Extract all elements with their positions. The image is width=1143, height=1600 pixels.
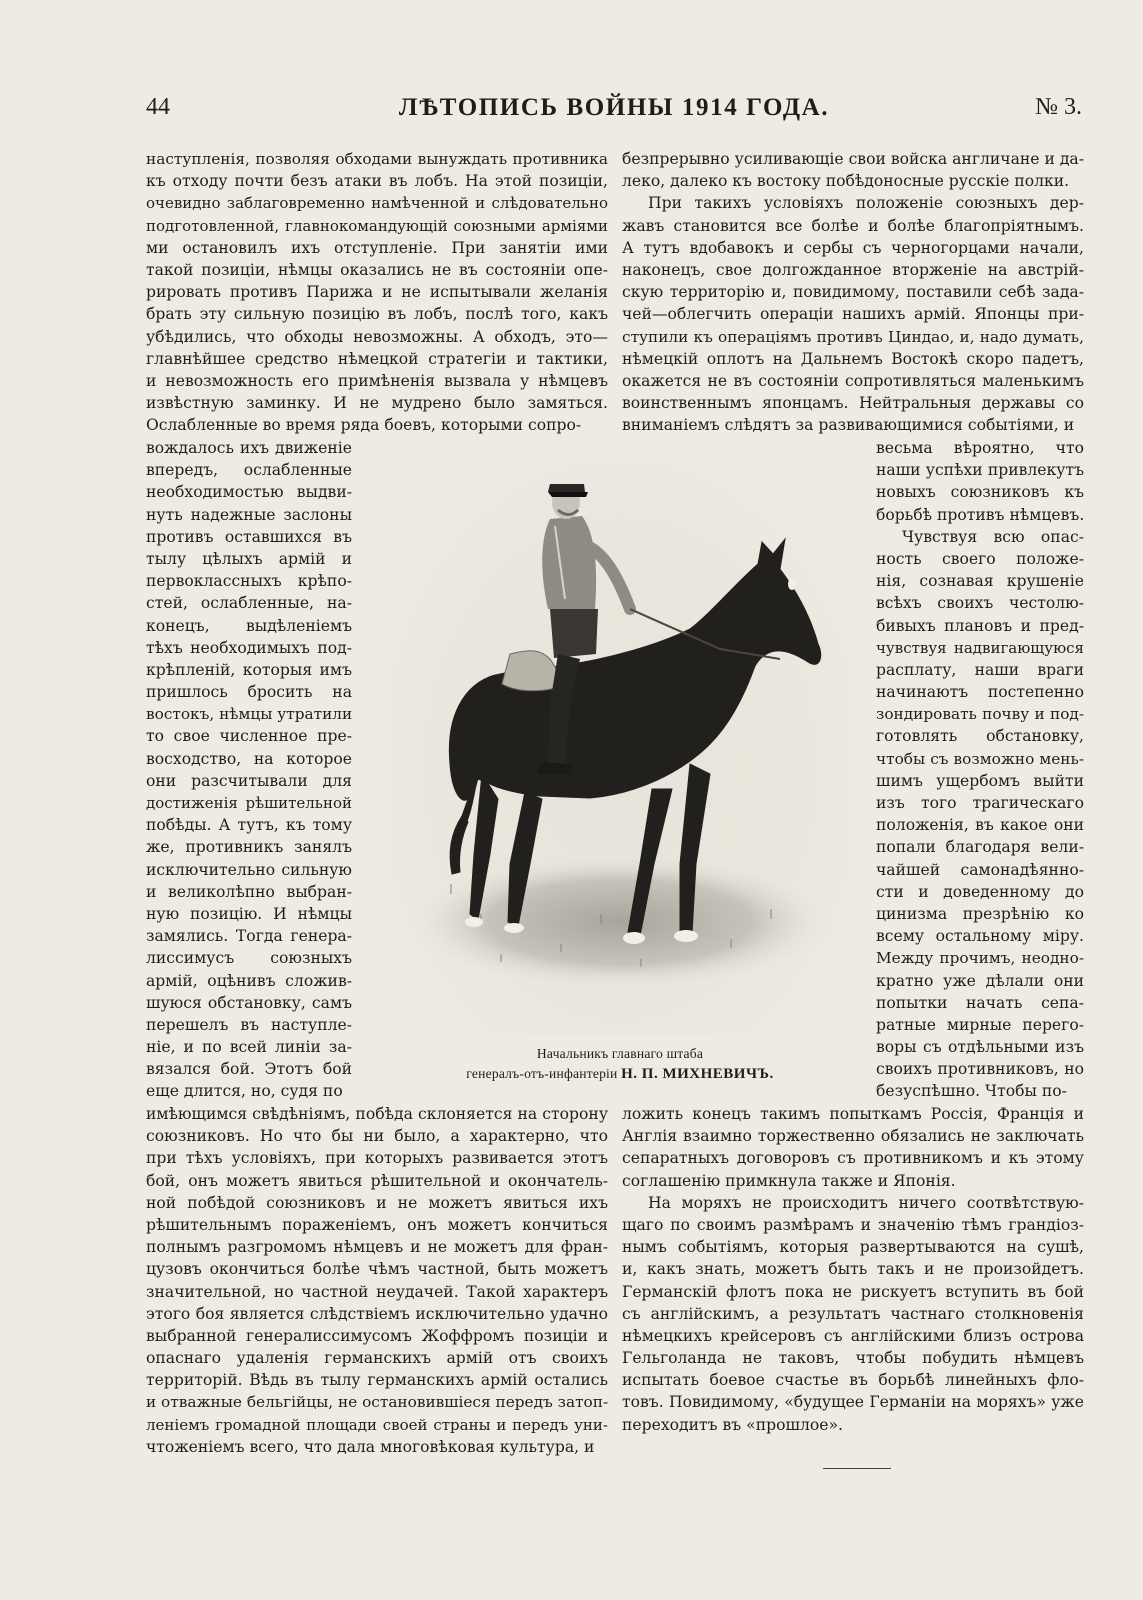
text-line: и невозможность его примѣненія вызвала у нѣмцевъ	[146, 371, 608, 390]
text-line: ми остановилъ ихъ отступленіе. При занятіи ими	[146, 238, 608, 257]
text-line: безпрерывно усиливающіе свои войска англичане и да-	[622, 150, 1084, 168]
text-line: и отважные бельгійцы, не остановившіеся передъ затоп-	[146, 1393, 608, 1412]
text-line: Чувствуя всю опас-	[902, 527, 1084, 546]
text-line: при тѣхъ условіяхъ, при которыхъ развивается этотъ	[146, 1149, 608, 1168]
caption-line-2	[390, 1064, 850, 1084]
photo-caption	[390, 1044, 850, 1084]
text-line: и, какъ знать, можетъ быть такъ и не произойдетъ.	[622, 1260, 1084, 1279]
text-line: наступленія, позволяя обходами вынуждать противника	[146, 150, 608, 168]
text-line: ратные мирные перего-	[876, 1015, 1084, 1034]
text-line: начинаютъ постепенно	[876, 683, 1084, 702]
right-column-beside-photo	[876, 437, 1084, 1103]
text-line: пришлось бросить на	[146, 683, 352, 702]
text-line: соглашенію примкнула также и Японія.	[622, 1171, 956, 1190]
text-line: брать эту сильную позицію въ лобъ, послѣ того, какъ	[146, 305, 608, 324]
text-line: борьбѣ противъ нѣмцевъ.	[876, 505, 1084, 524]
text-line: шуюся обстановку, самъ	[146, 993, 352, 1012]
right-column-top	[622, 148, 1084, 436]
text-line: очевидно заблаговременно намѣченной и слѣдовательно	[146, 194, 608, 213]
text-line: расплату, наши враги	[876, 660, 1084, 679]
text-line: выбранной генералиссимусомъ Жоффромъ позиціи и	[146, 1326, 608, 1345]
text-line: нѣмецкихъ крейсеровъ съ англійскими близъ острова	[622, 1326, 1084, 1345]
text-line: Англія взаимно торжественно обязались не заключать	[622, 1127, 1084, 1146]
caption-line-1: Начальникъ главнаго штаба	[536, 1046, 704, 1061]
text-line: нѣмецкій оплотъ на Дальнемъ Востокѣ скоро падетъ,	[622, 349, 1084, 368]
text-line: рѣшительнымъ пораженіемъ, онъ можетъ кончиться	[146, 1215, 608, 1234]
text-line: исключительно сильную	[146, 860, 352, 879]
text-line: воинственнымъ японцамъ. Нейтральныя державы со	[622, 394, 1084, 413]
text-line: чувствуя надвигающуюся	[876, 638, 1084, 657]
text-line: убѣдились, что обходы невозможны. А обходъ, это—	[146, 327, 608, 346]
text-line: леніемъ громадной площади своей страны и передъ уни-	[146, 1415, 608, 1434]
text-line: При такихъ условіяхъ положеніе союзныхъ дер-	[648, 194, 1084, 213]
text-line: бивыхъ плановъ и пред-	[876, 616, 1084, 635]
text-line: достиженія рѣшительной	[146, 794, 352, 812]
text-line: цинизма презрѣнію ко	[876, 904, 1084, 923]
text-line: востокъ, нѣмцы утратили	[146, 705, 352, 724]
text-line: имѣющимся свѣдѣніямъ, побѣда склоняется на сторону	[146, 1105, 608, 1123]
text-line: переходитъ въ «прошлое».	[622, 1415, 843, 1434]
text-line: изъ того трагическаго	[876, 794, 1084, 812]
text-line: Германскій флотъ пока не рискуетъ вступить въ бой	[622, 1282, 1084, 1301]
text-line: жавъ становится все болѣе и болѣе благопріятнымъ.	[622, 216, 1084, 235]
text-line: чтобы съ возможно мень-	[876, 749, 1084, 768]
page-number: 44	[146, 94, 170, 120]
text-line: вниманіемъ слѣдятъ за развивающимися событіями, и	[622, 416, 1075, 435]
text-line: наши успѣхи привлекутъ	[876, 461, 1084, 480]
issue-number: № 3.	[1035, 94, 1082, 120]
text-line: полнымъ разгромомъ нѣмцевъ и не можетъ для фран-	[146, 1238, 608, 1257]
publication-title: ЛѢТОПИСЬ ВОЙНЫ 1914 ГОДА.	[398, 94, 830, 121]
text-line: готовлять обстановку,	[876, 727, 1084, 746]
text-line: восходство, на которое	[146, 749, 352, 768]
text-line: окажется не въ состояніи сопротивляться маленькимъ	[622, 371, 1084, 390]
text-line: конецъ, выдѣленіемъ	[146, 616, 352, 635]
text-line: щаго по своимъ размѣрамъ и значенію тѣмъ грандіоз-	[622, 1215, 1084, 1234]
text-line: А тутъ вдобавокъ и сербы съ черногорцами начали,	[622, 238, 1084, 257]
text-line: стей, ослабленные, на-	[146, 594, 352, 613]
text-line: зондировать почву и под-	[876, 705, 1084, 724]
text-line: армій, оцѣнивъ сложив-	[146, 971, 352, 990]
text-line: нымъ событіямъ, которыя развертываются на сушѣ,	[622, 1238, 1084, 1257]
text-line: Гельголанда не таковъ, чтобы побудить нѣмцевъ	[622, 1349, 1084, 1368]
text-line: чтоженіемъ всего, что дала многовѣковая культура, и	[146, 1437, 595, 1456]
text-line: сепаратныхъ договоровъ съ противникомъ и къ этому	[622, 1149, 1084, 1168]
text-line: перешелъ въ наступле-	[146, 1015, 352, 1034]
caption-rank: генералъ-отъ-инфантеріи	[466, 1066, 618, 1081]
text-line: этого боя является слѣдствіемъ исключительно удачно	[146, 1304, 608, 1323]
text-line: положенія, въ какое они	[876, 816, 1084, 835]
text-line: цузовъ окончиться болѣе чѣмъ частной, быть можетъ	[146, 1260, 608, 1279]
text-line: къ отходу почти безъ атаки въ лобъ. На этой позиціи,	[146, 172, 608, 191]
text-line: новыхъ союзниковъ къ	[876, 483, 1084, 502]
text-line: всему остальному міру.	[876, 927, 1084, 946]
text-line: своихъ противниковъ, но	[876, 1060, 1084, 1079]
text-line: и великолѣпно выбран-	[146, 882, 352, 901]
text-line: вождалось ихъ движеніе	[146, 439, 352, 457]
text-line: воры съ отдѣльными изъ	[876, 1038, 1084, 1057]
text-line: главнѣйшее средство нѣмецкой стратегіи и тактики,	[146, 349, 608, 368]
text-line: испытать боевое счастье въ борьбѣ линейныхъ фло-	[622, 1371, 1084, 1390]
text-line: товъ. Повидимому, «будущее Германіи на моряхъ» уже	[622, 1393, 1084, 1412]
text-line: Между прочимъ, неодно-	[876, 949, 1084, 968]
text-line: опаснаго удаленія германскихъ армій отъ своихъ	[146, 1349, 608, 1368]
text-line: такой позиціи, нѣмцы оказались не въ состояніи опе-	[146, 260, 608, 279]
text-line: скую территорію и, повидимому, поставили себѣ зада-	[622, 283, 1084, 302]
text-line: необходимостью выдви-	[146, 483, 352, 502]
right-column-bottom	[622, 1103, 1084, 1436]
text-line: противъ оставшихся въ	[146, 527, 352, 546]
text-line: Ослабленные во время ряда боевъ, которыми сопро-	[146, 416, 582, 435]
text-line: лиссимусъ союзныхъ	[146, 949, 352, 968]
text-line: союзниковъ. Но что бы ни было, а характерно, что	[146, 1127, 608, 1146]
text-line: территорій. Вѣдь въ тылу германскихъ армій остались	[146, 1371, 608, 1390]
text-line: наконецъ, свое долгожданное вторженіе на австрій-	[622, 260, 1084, 279]
text-line: ніе, и по всей линіи за-	[146, 1038, 352, 1057]
text-line: сти и доведенному до	[876, 882, 1084, 901]
text-line: бой, онъ можетъ явиться рѣшительной и окончатель-	[146, 1171, 608, 1190]
caption-name: Н. П. МИХНЕВИЧЪ.	[621, 1066, 774, 1082]
text-line: впередъ, ослабленные	[146, 461, 352, 480]
text-line: побѣды. А тутъ, къ тому	[146, 816, 352, 835]
left-column-beside-photo	[146, 437, 352, 1103]
running-header	[146, 94, 1082, 130]
text-line: нуть надежные заслоны	[146, 505, 352, 524]
text-line: шимъ ущербомъ выйти	[876, 771, 1084, 790]
text-line: ной побѣдой союзниковъ и не можетъ явиться ихъ	[146, 1193, 608, 1212]
text-line: ложить конецъ такимъ попыткамъ Россія, Франція и	[622, 1105, 1084, 1123]
text-line: вязался бой. Этотъ бой	[146, 1060, 352, 1079]
text-line: то свое численное пре-	[146, 727, 352, 746]
text-line: извѣстную заминку. И не мудрено было замяться.	[146, 394, 608, 413]
text-line: чайшей самонадѣянно-	[876, 860, 1084, 879]
text-line: крѣпленій, которыя имъ	[146, 660, 352, 679]
text-line: ность своего положе-	[876, 549, 1084, 568]
text-line: еще длится, но, судя по	[146, 1082, 343, 1101]
end-of-article-rule	[823, 1468, 891, 1469]
text-line: леко, далеко къ востоку побѣдоносные русскіе полки.	[622, 172, 1070, 191]
text-line: же, противникъ занялъ	[146, 838, 352, 857]
text-line: тѣхъ необходимыхъ под-	[146, 638, 352, 657]
text-line: попытки начать сепа-	[876, 993, 1084, 1012]
text-line: всѣхъ своихъ честолю-	[876, 594, 1084, 613]
text-line: первоклассныхъ крѣпо-	[146, 572, 352, 591]
text-line: рировать противъ Парижа и не испытывали желанія	[146, 283, 608, 302]
text-line: подготовленной, главнокомандующій союзными арміями	[146, 216, 608, 235]
text-line: кратно уже дѣлали они	[876, 971, 1084, 990]
text-line: съ англійскимъ, а результатъ частнаго столкновенія	[622, 1304, 1084, 1323]
text-line: они разсчитывали для	[146, 771, 352, 790]
text-line: чей—облегчить операціи нашихъ армій. Японцы при-	[622, 305, 1084, 324]
text-line: нія, сознавая крушеніе	[876, 572, 1084, 591]
text-line: безуспѣшно. Чтобы по-	[876, 1082, 1067, 1101]
portrait-photo-officer-on-horse	[390, 444, 850, 1034]
text-line: замялись. Тогда генера-	[146, 927, 352, 946]
text-line: значительной, но частной неудачей. Такой характеръ	[146, 1282, 608, 1301]
left-column-top	[146, 148, 608, 436]
text-line: ступили къ операціямъ противъ Циндао, и, надо думать,	[622, 327, 1084, 346]
text-line: попали благодаря вели-	[876, 838, 1084, 857]
text-line: ную позицію. И нѣмцы	[146, 904, 352, 923]
text-line: тылу цѣлыхъ армій и	[146, 549, 352, 568]
left-column-bottom	[146, 1103, 608, 1458]
text-line: На моряхъ не происходитъ ничего соотвѣтствую-	[648, 1193, 1084, 1212]
text-line: весьма вѣроятно, что	[876, 439, 1084, 457]
